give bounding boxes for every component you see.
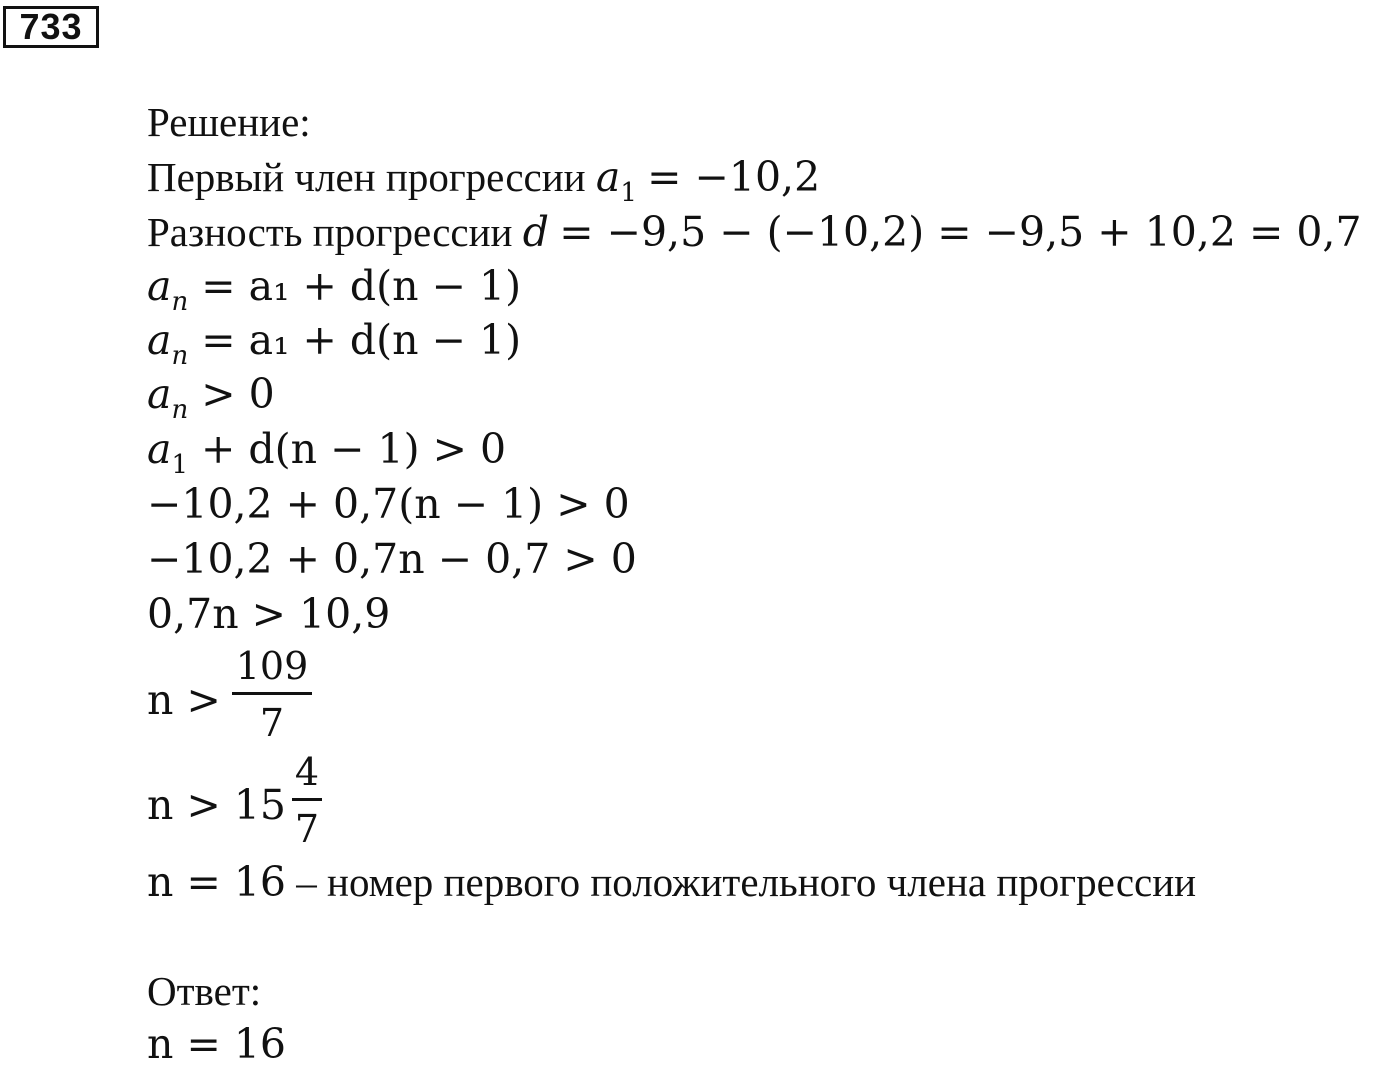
answer-value: n = 16 [147, 1020, 286, 1068]
mixed-prefix: n > 15 [147, 781, 286, 829]
mixed-bar [292, 798, 322, 801]
problem-number: 733 [3, 6, 99, 48]
formula-expr-1: = a₁ + d(n − 1) [201, 262, 522, 310]
result-line [147, 858, 1197, 906]
step-1: $a_n > 0$ [147, 370, 275, 425]
difference-symbol: d [522, 208, 549, 256]
fraction-numerator: 109 [235, 644, 309, 688]
first-term-symbol: $a_1$ [595, 153, 637, 208]
mixed-numerator: 4 [294, 750, 320, 794]
mixed-fraction [292, 750, 322, 851]
first-term-value: = −10,2 [647, 153, 821, 201]
fraction-prefix: n > [147, 676, 221, 724]
first-term-label: Первый член прогрессии [147, 154, 586, 200]
difference-expr: = −9,5 − (−10,2) = −9,5 + 10,2 = 0,7 [559, 208, 1362, 256]
difference-line [147, 208, 1362, 256]
first-term-line [147, 153, 821, 208]
step-4: −10,2 + 0,7n − 0,7 > 0 [147, 535, 637, 583]
result-text: – номер первого положительного члена прогрессии [296, 859, 1197, 905]
step-2: $a_1 + d(n - 1) > 0$ [147, 425, 507, 480]
formula-line-2: $a_n = a_1 + d(n - 1)$ [147, 316, 522, 371]
step-3: −10,2 + 0,7(n − 1) > 0 [147, 480, 630, 528]
mixed-denominator: 7 [294, 807, 320, 851]
step-2-expr: + d(n − 1) > 0 [201, 425, 507, 473]
difference-label: Разность прогрессии [147, 209, 513, 255]
formula-line-1: $a_n = a_1 + d(n - 1)$ [147, 262, 522, 317]
result-expr: n = 16 [147, 858, 286, 906]
step-5: 0,7n > 10,9 [147, 590, 391, 638]
fraction-109-7 [232, 644, 312, 745]
solution-heading: Решение: [147, 99, 311, 145]
answer-heading: Ответ: [147, 968, 262, 1014]
step-1-expr: > 0 [201, 370, 275, 418]
fraction-bar [232, 692, 312, 695]
formula-expr-2: = a₁ + d(n − 1) [201, 316, 522, 364]
fraction-denominator: 7 [259, 701, 285, 745]
